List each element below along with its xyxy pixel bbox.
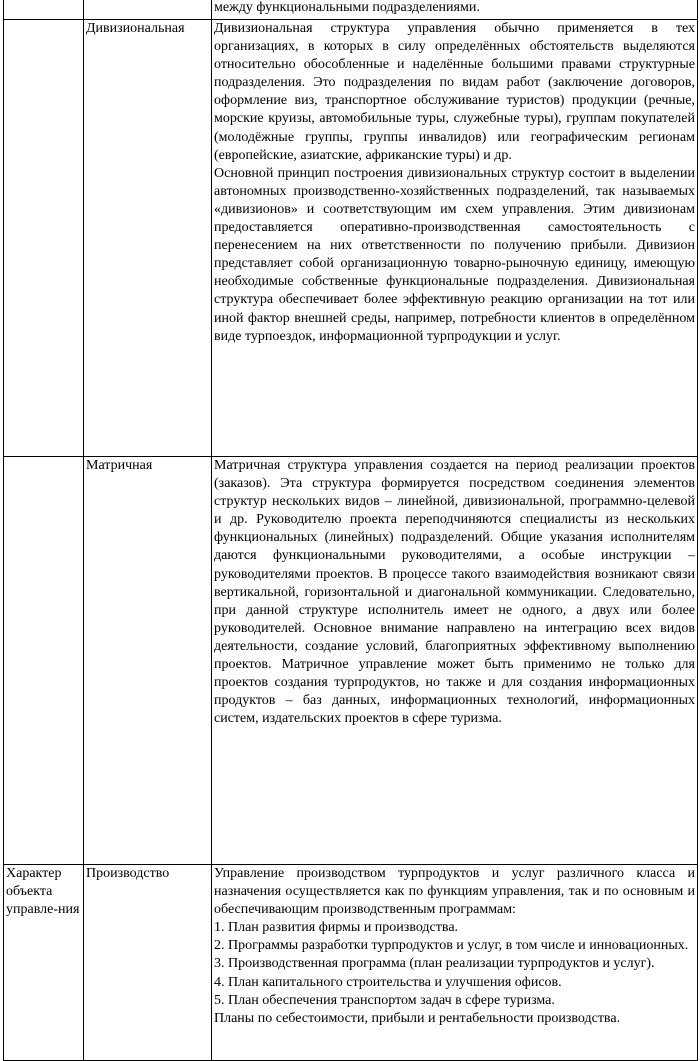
description-paragraph: Основной принцип построения дивизиональных структур состоит в выделении автономных производственно-хозяйственных подразделений, так называемых «дивизионов» и соответствующим им схем управления. Этим дивизионам предоставляется оперативно-производственная самостоятельность с перенесением на них ответственности по получению прибыли. Дивизион представляет собой организационную товарно-рыночную единицу, имеющую необходимые собственные функциональные подразделения. Дивизиональная структура обеспечивает более эффективную реакцию организации на тот или иной фактор внешней среды, например, потребности клиентов в определённом виде турпоездок, информационной турпродукции и услуг. [214, 165, 695, 344]
description-cell [212, 20, 698, 457]
type-cell [84, 457, 212, 865]
type-cell [84, 0, 212, 20]
description-paragraph: Планы по себестоимости, прибыли и рентабельности производства. [214, 1010, 621, 1026]
list-item: 3. Производственная программа (план реализации турпродуктов и услуг). [214, 956, 655, 972]
table-row [4, 0, 698, 20]
category-label: Характер объекта управле-ния [6, 866, 80, 918]
description-paragraph: Управление производством турпродуктов и услуг различного класса и назначения осуществляется как по функциям управления, так и по основным и обеспечивающим производственным программам: [214, 866, 695, 918]
structure-type-label: Дивизиональная [86, 21, 185, 36]
table-row [4, 20, 698, 457]
type-cell [84, 20, 212, 457]
list-item: 2. Программы разработки турпродуктов и услуг, в том числе и инновационных. [214, 938, 689, 954]
category-cell [4, 20, 84, 457]
list-item: 4. План капитального строительства и улучшения офисов. [214, 974, 562, 990]
description-paragraph: Матричная структура управления создается на период реализации проектов (заказов). Эта структура формируется посредством соединения элементов структур нескольких видов – линейной, дивизиональной, программно-целевой и др. Руководителю проекта переподчиняются специалисты из нескольких функциональных (линейных) подразделений. Общие указания исполнителям даются функциональными руководителями, а особые инструкции – руководителями проектов. В процессе такого взаимодействия возникают связи вертикальной, горизонтальной и диагональной коммуникации. Следовательно, при данной структуре исполнитель имеет не одного, а двух или более руководителей. Основное внимание направлено на интеграцию всех видов деятельности, создание условий, благоприятных эффективному выполнению проектов. Матричное управление может быть применимо не только для проектов создания турпродуктов, но также и для создания информационных продуктов – баз данных, информационных технологий, информационных систем, издательских проектов в сфере туризма. [214, 458, 695, 727]
organization-structure-table [3, 0, 698, 1061]
structure-type-label: Матричная [86, 458, 153, 473]
category-cell [4, 865, 84, 1061]
category-cell [4, 0, 84, 20]
description-paragraph: между функциональными подразделениями. [214, 0, 480, 15]
list-item: 1. План развития фирмы и производства. [214, 920, 459, 936]
table-row [4, 865, 698, 1061]
category-cell [4, 457, 84, 865]
description-cell [212, 865, 698, 1061]
list-item: 5. План обеспечения транспортом задач в сфере туризма. [214, 992, 555, 1008]
description-cell [212, 0, 698, 20]
structure-type-label: Производство [86, 866, 170, 881]
description-cell [212, 457, 698, 865]
description-paragraph: Дивизиональная структура управления обычно применяется в тех организациях, в которых в силу определённых обстоятельств выделяются относительно обособленные и наделённые большими правами структурные подразделения. Это подразделения по видам работ (заключение договоров, оформление виз, транспортное обслуживание туристов) продукции (речные, морские круизы, автомобильные туры, служебные туры), группам покупателей (молодёжные группы, группы инвалидов) или географическим регионам (европейские, азиатские, африканские туры) и др. [214, 21, 695, 163]
table-row [4, 457, 698, 865]
type-cell [84, 865, 212, 1061]
